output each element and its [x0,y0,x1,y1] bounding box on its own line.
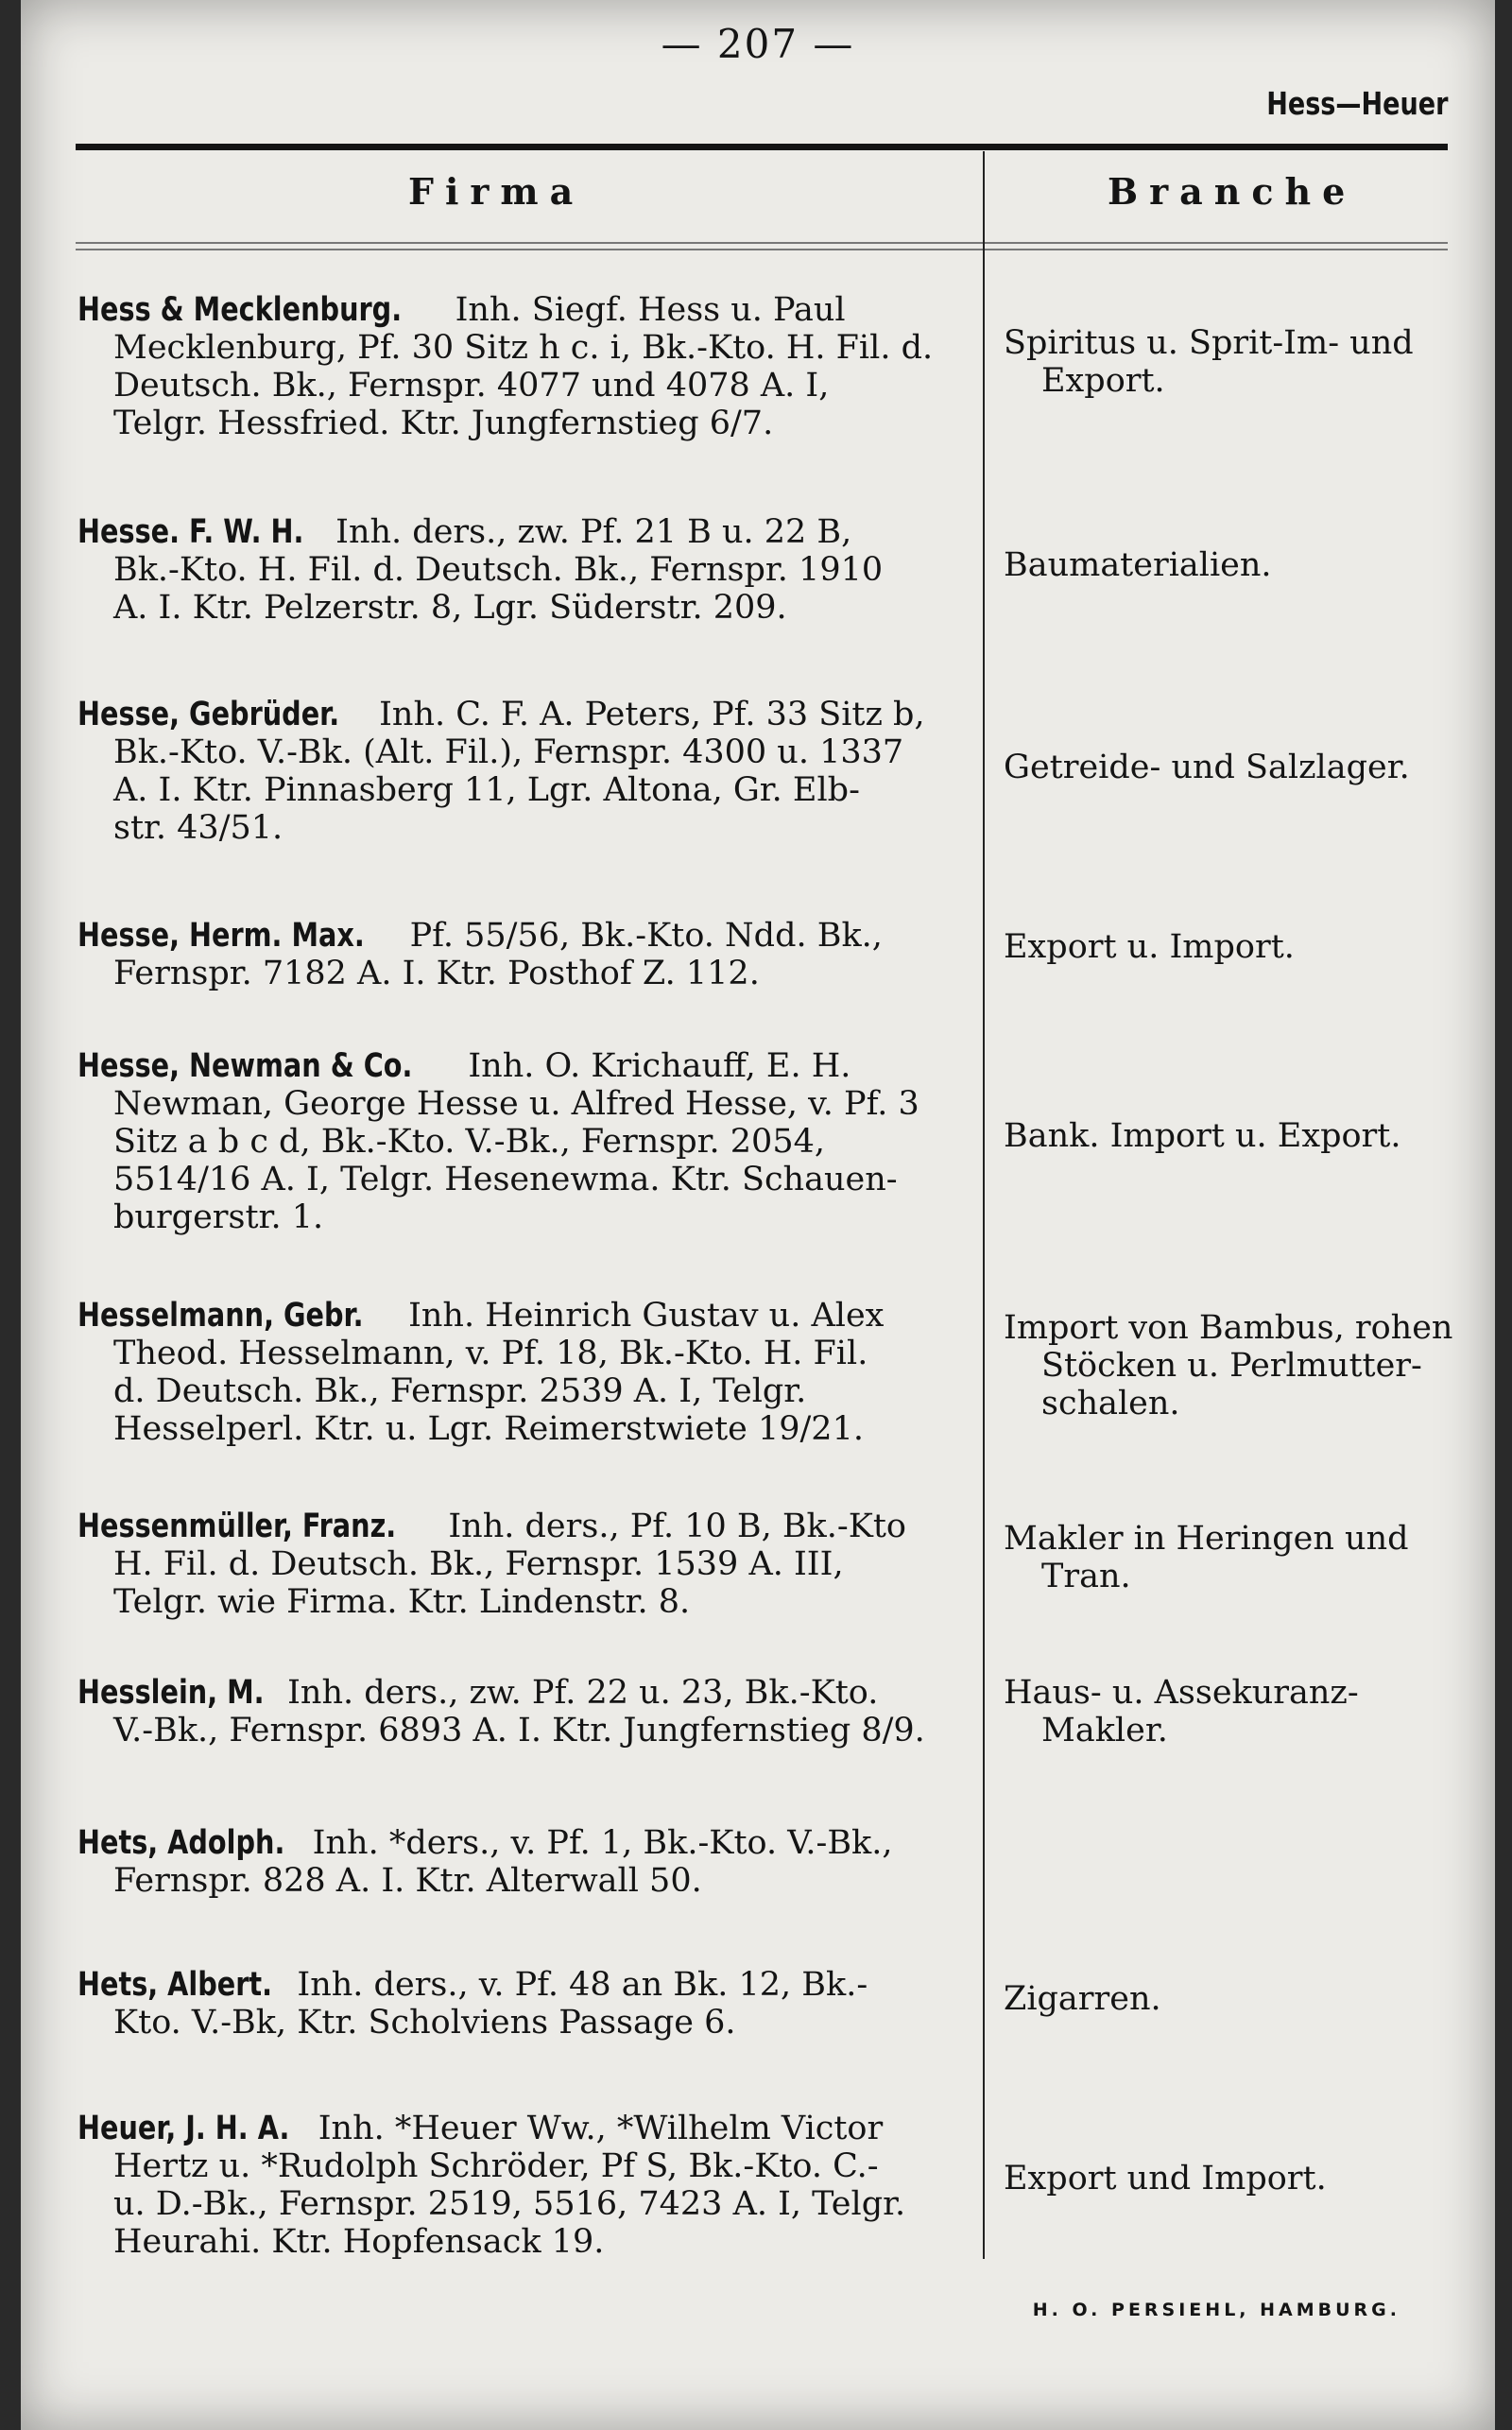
entry-branche: Import von Bambus, rohen Stöcken u. Perlmutter- schalen. [1004,1309,1453,1422]
entry-firma: Hets, Adolph. Inh. *ders., v. Pf. 1, Bk.-Kto. V.-Bk., Fernspr. 828 A. I. Ktr. Alterwall 50. [77,1824,893,1900]
entry-firma: Hessenmüller, Franz. Inh. ders., Pf. 10 B, Bk.-Kto H. Fil. d. Deutsch. Bk., Fernspr. 1539 A. III, Telgr. wie Firma. Ktr. Lindenstr. 8. [77,1508,906,1621]
entry-firma: Hesslein, M. Inh. ders., zw. Pf. 22 u. 23, Bk.-Kto. V.-Bk., Fernspr. 6893 A. I. Ktr. Jungfernstieg 8/9. [77,1674,925,1749]
firm-name: Hess & Mecklenburg. [77,291,403,329]
firm-name: Hesslein, M. [77,1674,265,1712]
entry-firma: Hesse, Herm. Max. Pf. 55/56, Bk.-Kto. Ndd. Bk., Fernspr. 7182 A. I. Ktr. Posthof Z. 112. [77,917,883,992]
firm-name: Hesse, Newman & Co. [77,1047,413,1085]
directory-page [21,0,1495,2430]
entry-branche: Spiritus u. Sprit-Im- und Export. [1004,324,1414,400]
entry-firma: Hesse, Newman & Co. Inh. O. Krichauff, E. H. Newman, George Hesse u. Alfred Hesse, v. Pf. 3 Sitz a b c d, Bk.-Kto. V.-Bk., Fernspr. 2054, 5514/16 A. I, Telgr. Hesenewma. Ktr. Schauen- burgerstr. 1. [77,1047,919,1236]
entry-firma: Hets, Albert. Inh. ders., v. Pf. 48 an Bk. 12, Bk.- Kto. V.-Bk, Ktr. Scholviens Passage 6. [77,1966,868,2042]
entry-branche: Haus- u. Assekuranz- Makler. [1004,1674,1359,1749]
firm-name: Hessenmüller, Franz. [77,1508,397,1545]
firm-name: Hesse, Gebrüder. [77,696,340,733]
column-divider [983,151,985,2259]
firm-name: Heuer, J. H. A. [77,2110,290,2147]
entry-branche: Export u. Import. [1004,928,1295,966]
running-head: Hess—Heuer [1265,85,1448,122]
header-rule [76,249,1448,250]
entry-firma: Heuer, J. H. A. Inh. *Heuer Ww., *Wilhelm Victor Hertz u. *Rudolph Schröder, Pf S, Bk.-Kto. C.- u. D.-Bk., Fernspr. 2519, 5516, 7423 A. I, Telgr. Heurahi. Ktr. Hopfensack 19. [77,2110,906,2261]
entry-branche: Zigarren. [1004,1980,1161,2018]
entry-firma: Hess & Mecklenburg. Inh. Siegf. Hess u. Paul Mecklenburg, Pf. 30 Sitz h c. i, Bk.-Kto. H. Fil. d. Deutsch. Bk., Fernspr. 4077 und 4078 A. I, Telgr. Hessfried. Ktr. Jungfernstieg 6/7. [77,291,934,442]
firm-name: Hets, Albert. [77,1966,273,2004]
column-header-firma: Firma [408,170,585,213]
entry-firma: Hesse, Gebrüder. Inh. C. F. A. Peters, Pf. 33 Sitz b, Bk.-Kto. V.-Bk. (Alt. Fil.), Fernspr. 4300 u. 1337 A. I. Ktr. Pinnasberg 11, Lgr. Altona, Gr. Elb- str. 43/51. [77,696,925,847]
printer-imprint: H. O. PERSIEHL, HAMBURG. [1032,2300,1400,2320]
page-number: — 207 — [661,21,855,67]
column-header-branche: Branche [1108,170,1357,213]
firm-name: Hesse, Herm. Max. [77,917,365,955]
entry-branche: Export und Import. [1004,2160,1327,2197]
entry-firma: Hesse. F. W. H. Inh. ders., zw. Pf. 21 B u. 22 B, Bk.-Kto. H. Fil. d. Deutsch. Bk., Fernspr. 1910 A. I. Ktr. Pelzerstr. 8, Lgr. Süderstr. 209. [77,513,884,627]
firm-name: Hesselmann, Gebr. [77,1297,364,1335]
entry-branche: Makler in Heringen und Tran. [1004,1520,1409,1595]
firm-name: Hets, Adolph. [77,1824,285,1862]
entry-branche: Bank. Import u. Export. [1004,1117,1401,1155]
entry-branche: Baumaterialien. [1004,546,1272,584]
top-rule [76,144,1448,150]
entry-branche: Getreide- und Salzlager. [1004,749,1410,786]
entry-firma: Hesselmann, Gebr. Inh. Heinrich Gustav u. Alex Theod. Hesselmann, v. Pf. 18, Bk.-Kto. H. Fil. d. Deutsch. Bk., Fernspr. 2539 A. I, Telgr. Hesselperl. Ktr. u. Lgr. Reimerstwiete 19/21. [77,1297,885,1448]
header-rule [76,242,1448,244]
firm-name: Hesse. F. W. H. [77,513,304,551]
